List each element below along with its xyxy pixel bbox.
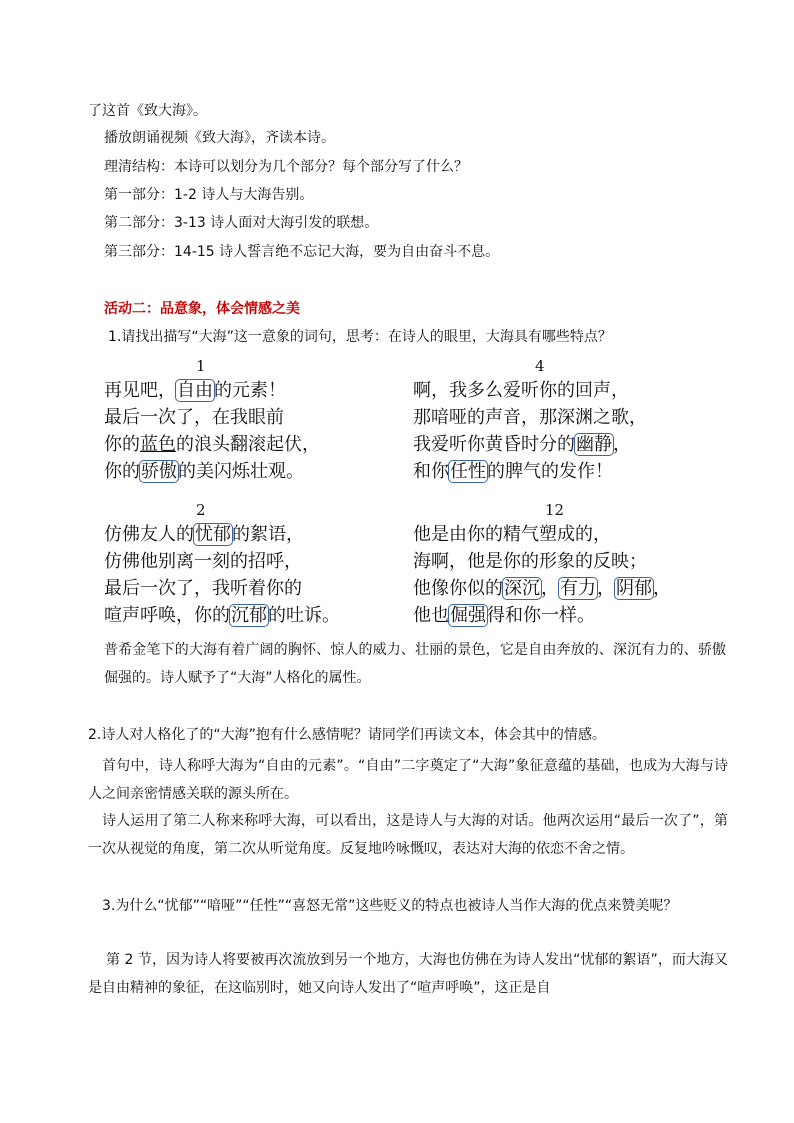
paragraph: 诗人运用了第二人称来称呼大海，可以看出，这是诗人与大海的对话。他两次运用“最后一次了”，第一次从视觉的角度，第二次从听觉角度。反复地吟咏慨叹，表达对大海的依恋不舍之情。 — [88, 813, 728, 857]
text-line: 第一部分：1-2 诗人与大海告别。 — [104, 187, 314, 203]
stanza-number: 2 — [196, 501, 206, 519]
text-line: 播放朗诵视频《致大海》，齐读本诗。 — [104, 130, 335, 146]
highlight-box: 任性 — [450, 461, 486, 482]
poem-line: 最后一次了，在我眼前 — [104, 407, 284, 428]
poem-line: 他是由你的精气塑成的， — [413, 524, 611, 545]
highlight-box: 自由 — [177, 380, 213, 401]
poem-line: 和你任性的脾气的发作！ — [413, 461, 613, 482]
stanza-number: 1 — [196, 357, 206, 375]
highlight-box: 骄傲 — [141, 461, 177, 482]
poem-line: 再见吧，自由的元素！ — [104, 380, 286, 401]
highlight-underline: 蓝色 — [140, 434, 176, 455]
poem-line: 我爱听你黄昏时分的幽静， — [413, 434, 631, 455]
paragraph: 首句中，诗人称呼大海为“自由的元素”。“自由”二字奠定了“大海”象征意蕴的基础，也成为大海与诗人之间亲密情感关联的源头所在。 — [88, 758, 728, 802]
poem-line: 最后一次了，我听着你的 — [104, 578, 302, 599]
highlight-box: 幽静 — [576, 434, 612, 455]
poem-stanza-12 — [413, 499, 671, 629]
summary-paragraph: 普希金笔下的大海有着广阔的胸怀、惊人的威力、壮丽的景色，它是自由奔放的、深沉有力的、骄傲倔强的。诗人赋予了“大海”人格化的属性。 — [104, 642, 726, 686]
poem-line: 你的骄傲的美闪烁壮观。 — [104, 461, 304, 482]
poem-line: 仿佛友人的忧郁的絮语， — [104, 524, 304, 545]
question-1: 1.请找出描写“大海”这一意象的词句，思考：在诗人的眼里，大海具有哪些特点？ — [108, 329, 612, 345]
highlight-box: 有力 — [560, 578, 596, 599]
poem-line: 喧声呼唤，你的沉郁的吐诉。 — [104, 605, 340, 626]
question-2: 2.诗人对人格化了的“大海”抱有什么感情呢？请同学们再读文本，体会其中的情感。 — [88, 727, 606, 743]
highlight-box: 倔强 — [450, 605, 486, 626]
text-line: 第二部分：3-13 诗人面对大海引发的联想。 — [104, 215, 379, 231]
paragraph: 第 2 节，因为诗人将要被再次流放到另一个地方，大海也仿佛在为诗人发出“忧郁的絮语”，而大海又是自由精神的象征，在这临别时，她又向诗人发出了“喧声呼唤”，这正是自 — [88, 952, 728, 996]
poem-stanza-1 — [104, 355, 320, 485]
activity-title: 活动二：品意象，体会情感之美 — [104, 301, 300, 317]
poem-stanza-2 — [104, 499, 340, 629]
poem-line: 啊，我多么爱听你的回声， — [413, 380, 629, 401]
stanza-number: 4 — [535, 357, 545, 375]
question-3: 3.为什么“忧郁”“喑哑”“任性”“喜怒无常”这些贬义的特点也被诗人当作大海的优点来赞美呢？ — [102, 898, 678, 914]
poem-line: 仿佛他别离一刻的招呼， — [104, 551, 302, 572]
stanza-number: 12 — [545, 501, 565, 519]
text-line: 第三部分：14-15 诗人誓言绝不忘记大海，要为自由奋斗不息。 — [104, 244, 500, 260]
text-line: 理清结构：本诗可以划分为几个部分？每个部分写了什么？ — [104, 159, 468, 175]
highlight-box: 沉郁 — [231, 605, 267, 626]
poem-line: 海啊，他是你的形象的反映； — [413, 551, 647, 572]
poem-line: 那喑哑的声音，那深渊之歌， — [413, 407, 647, 428]
highlight-box: 深沉 — [504, 578, 540, 599]
poem-line: 他像你似的深沉，有力，阴郁， — [413, 578, 671, 599]
poem-stanza-4 — [413, 355, 647, 485]
highlight-box: 忧郁 — [195, 524, 231, 545]
highlight-box: 阴郁 — [616, 578, 652, 599]
poem-line: 你的蓝色的浪头翻滚起伏， — [104, 434, 320, 455]
poem-line: 他也倔强得和你一样。 — [413, 605, 595, 626]
text-line: 了这首《致大海》。 — [88, 103, 207, 119]
